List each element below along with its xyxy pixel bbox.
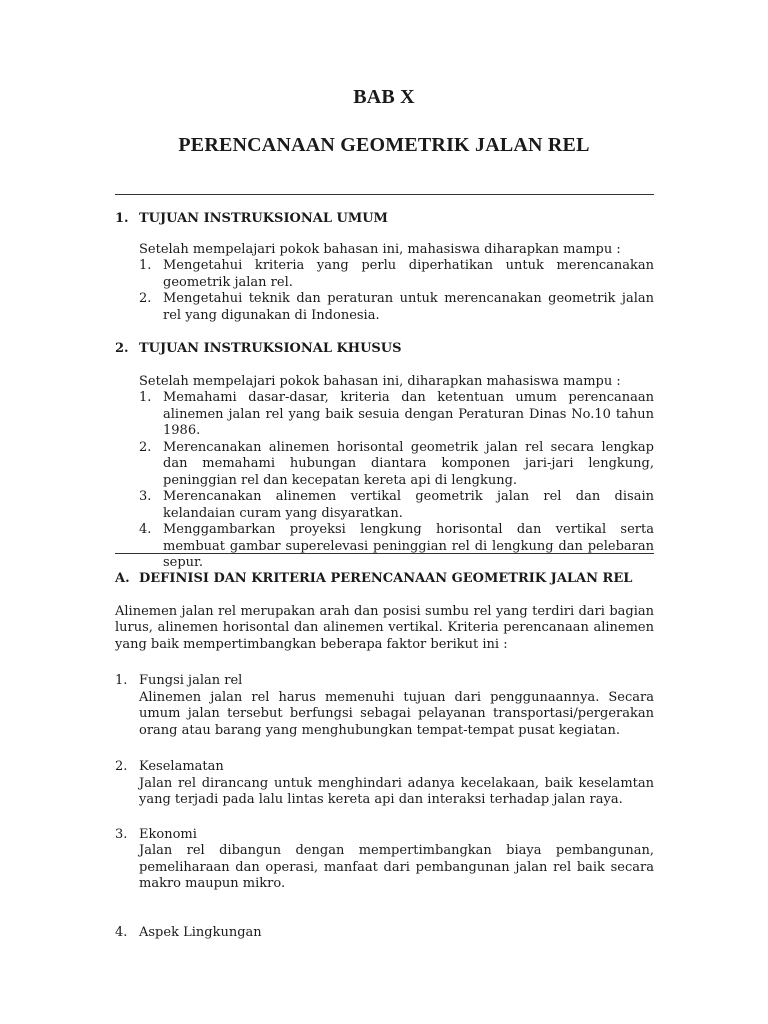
chapter-number: BAB X (353, 86, 415, 108)
section-intro: Alinemen jalan rel merupakan arah dan posisi sumbu rel yang terdiri dari bagian lurus, alinemen horisontal dan alinemen vertikal. Kriteria perencanaan alinemen yang baik mempertimbangkan beberapa faktor berikut ini : (115, 603, 654, 652)
list-item: 2. Mengetahui teknik dan peraturan untuk merencanakan geometrik jalan rel yang digunakan di Indonesia. (139, 291, 654, 323)
section-intro: Setelah mempelajari pokok bahasan ini, mahasiswa diharapkan mampu : (139, 241, 621, 257)
objective-list (115, 258, 654, 324)
section-tujuan-khusus (115, 341, 654, 572)
criterion-title: Keselamatan (139, 759, 224, 774)
section-heading: A. DEFINISI DAN KRITERIA PERENCANAAN GEOMETRIK JALAN REL (115, 571, 633, 586)
criterion-keselamatan: 2. Keselamatan Jalan rel dirancang untuk menghindari adanya kecelakaan, baik keselamtan yang terjadi pada lalu lintas kereta api dan interaksi terhadap jalan raya. (115, 759, 654, 807)
section-heading: 2. TUJUAN INSTRUKSIONAL KHUSUS (115, 341, 402, 356)
list-item: 1. Memahami dasar-dasar, kriteria dan ketentuan umum perencanaan alinemen jalan rel yang baik sesuia dengan Peraturan Dinas No.10 tahun 1986. (139, 390, 654, 438)
section-tujuan-umum (115, 211, 654, 324)
criterion-title: Fungsi jalan rel (139, 673, 243, 688)
criterion-ekonomi: 3. Ekonomi Jalan rel dibangun dengan mempertimbangkan biaya pembangunan, pemeliharaan dan operasi, manfaat dari pembangunan jalan rel baik secara makro maupun mikro. (115, 826, 654, 891)
criterion-body: Jalan rel dibangun dengan mempertimbangkan biaya pembangunan, pemeliharaan dan operasi, manfaat dari pembangunan jalan rel baik secara makro maupun mikro. (139, 843, 654, 891)
list-item: 3. Merencanakan alinemen vertikal geometrik jalan rel dan disain kelandaian curam yang disyaratkan. (139, 489, 654, 521)
criterion-title: Aspek Lingkungan (139, 924, 262, 940)
criterion-body: Alinemen jalan rel harus memenuhi tujuan dari penggunaannya. Secara umum jalan tersebut berfungsi sebagai pelayanan transportasi/pergerakan orang atau barang yang menghubungkan tempat-tempat pusat kegiatan. (139, 689, 654, 738)
list-item: 2. Merencanakan alinemen horisontal geometrik jalan rel secara lengkap dan memahami hubungan diantara komponen jari-jari lengkung, peninggian rel dan kecepatan kereta api di lengkung. (139, 439, 654, 488)
section-definisi (115, 571, 654, 941)
criterion-body: Jalan rel dirancang untuk menghindari adanya kecelakaan, baik keselamtan yang terjadi pada lalu lintas kereta api dan interaksi terhadap jalan raya. (139, 775, 654, 807)
list-item: 4. Menggambarkan proyeksi lengkung horisontal dan vertikal serta membuat gambar superelevasi peninggian rel di lengkung dan pelebaran sepur. (139, 522, 654, 570)
divider-top (115, 194, 654, 195)
divider-middle (115, 553, 654, 554)
criterion-fungsi: 1. Fungsi jalan rel Alinemen jalan rel harus memenuhi tujuan dari penggunaannya. Secara umum jalan tersebut berfungsi sebagai pelayanan transportasi/pergerakan orang atau barang yang menghubungkan tempat-tempat pusat kegiatan. (115, 673, 654, 738)
chapter-title: PERENCANAAN GEOMETRIK JALAN REL (178, 134, 590, 156)
section-intro: Setelah mempelajari pokok bahasan ini, diharapkan mahasiswa mampu : (139, 373, 621, 389)
objective-list (115, 390, 654, 572)
criterion-lingkungan: 4. Aspek Lingkungan (115, 924, 262, 940)
section-heading: 1. TUJUAN INSTRUKSIONAL UMUM (115, 211, 388, 226)
list-item: 1. Mengetahui kriteria yang perlu diperhatikan untuk merencanakan geometrik jalan rel. (139, 258, 654, 290)
criterion-title: Ekonomi (139, 826, 197, 842)
